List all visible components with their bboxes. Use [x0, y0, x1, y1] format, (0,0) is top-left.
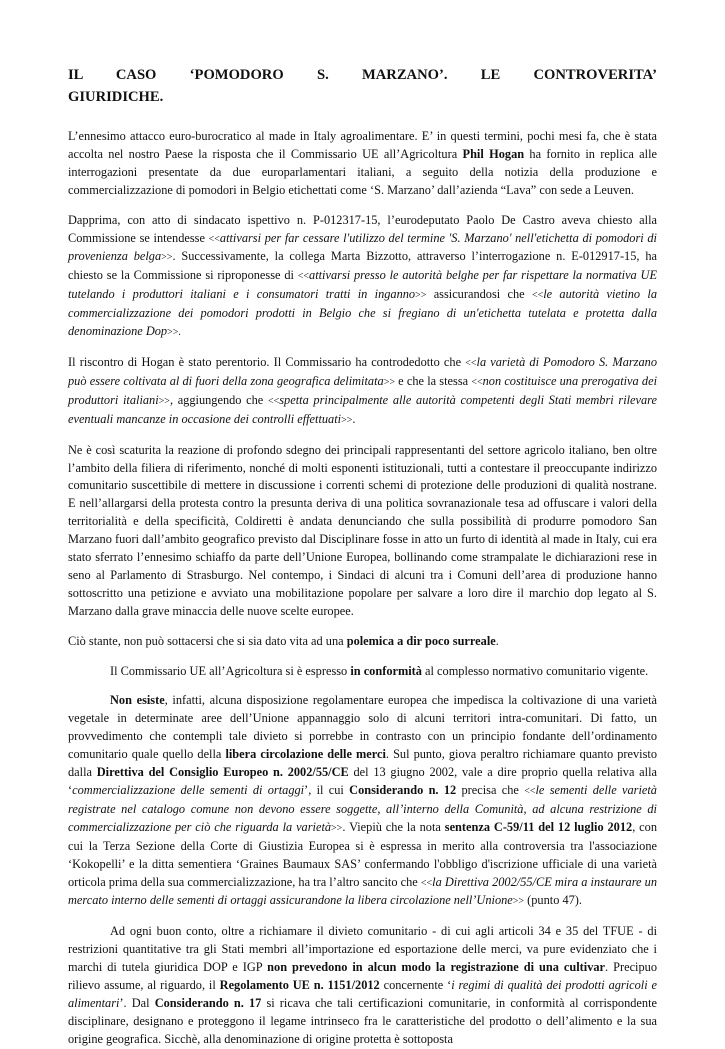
italic-quote: le sementi delle varietà registrate nel catalogo comune non devono essere soggette, all’interno della Comunità, ad alcuna restrizione di commercializzazione per ciò che riguarda la varietà [68, 783, 657, 834]
paragraph-4: Ne è così scaturita la reazione di profondo sdegno dei principali rappresentanti del settore agricolo italiano, ben oltre l’ambito della filiera di riferimento, nonché di molti esponenti istituzionali, tutti a contestare il preoccupante indirizzo comunitario suscettibile di mettere in discussione i correnti schemi di protezione delle produzioni di qualità nostrane. E nell’allargarsi della protesta contro la presunta deriva di una politica sovranazionale tesa ad offuscare i valori della territorialità e della specificità, Coldiretti è andata denunciando che sulla possibilità di produrre pomodoro San Marzano fuori dall’ambito geografico previsto dal Disciplinare fosse in atto un furto di identità al made in Italy, cui era stato sferrato l’ennesimo schiaffo da parte dell’Unione Europea, bollinando come strampalate le dichiarazioni rese in seno al Parlamento di Strasburgo. Nel contempo, i Sindaci di alcuni tra i Comuni dell’area di produzione hanno sottoscritto una petizione e avviato una mobilitazione popolare per salvare a loro dire il marchio dop legato al S. Marzano dalla grave minaccia delle nuove scelte europee. [68, 442, 657, 618]
italic-quote: le autorità vietino la commercializzazione dei pomodori prodotti in Belgio che si fregiano di un'etichetta tutelata e protetta dalla denominazione Dop [68, 287, 657, 339]
quote-mark: << [531, 290, 544, 302]
text-run: e che la stessa [394, 373, 472, 388]
italic-quote: attivarsi presso le autorità belghe per far rispettare la normativa UE tutelando i produttori italiani e i consumatori tratti in inganno [68, 268, 658, 302]
text-run: si ricava che tali certificazioni comunitarie, in conformità al corrispondente disciplinare, designano e proteggono il legame intrinseco fra le caratteristiche del prodotto o dell’alimento e la sua origine geografica. Sicchè, alla denominazione di origine protetta è sottoposta [68, 995, 657, 1046]
italic-quote: attivarsi per far cessare l'utilizzo del termine 'S. Marzano' nell'etichetta di pomodori di provenienza belga [68, 230, 657, 264]
text-run: Ciò stante, non può sottacersi che si sia dato vita ad una [68, 633, 347, 648]
text-run: del 13 giugno 2002, vale a dire proprio quella relativa alla ‘ [68, 765, 658, 797]
text-run: precisa che [456, 783, 525, 797]
quote-mark: << [465, 357, 477, 369]
italic-phrase: i regimi di qualità dei prodotti agricoli e alimentari [68, 978, 658, 1010]
text-run: ha fornito in replica alle interrogazioni presentate da due europarlamentari italiani, a seguito della notizia della produzione e commercializzazione di pomodori in Belgio etichettati come ‘S. Marzano’ dall’azienda “Lava” con sede a Leuven. [68, 146, 657, 197]
italic-quote: la Direttiva 2002/55/CE mira a instaurare un mercato interno delle sementi di ortaggi assicurandone la libera circolazione nell’Unione [68, 874, 657, 908]
bold-phrase: polemica a dir poco surreale [346, 633, 496, 648]
bold-phrase: Direttiva del Consiglio Europeo n. 2002/55/CE [96, 765, 349, 780]
text-run: . Precipuo rilievo assume, al riguardo, il [68, 960, 657, 993]
bold-phrase: Regolamento UE n. 1151/2012 [219, 978, 380, 993]
quote-mark: >> [512, 896, 525, 908]
paragraph-6 [68, 663, 657, 681]
text-run: al complesso normativo comunitario vigente. [421, 663, 649, 678]
paragraph-7 [68, 692, 657, 911]
bold-phrase: Considerando n. 17 [154, 995, 262, 1010]
title-line-2: GIURIDICHE. [68, 89, 164, 105]
quote-mark: >>. [167, 327, 181, 339]
quote-mark: << [524, 786, 536, 797]
text-run: . [495, 633, 499, 648]
text-run: ’. Dal [119, 995, 155, 1010]
quote-mark: >> [383, 376, 395, 388]
quote-mark: >> [161, 252, 173, 264]
text-run: assicurandosi che [426, 287, 532, 302]
bold-phrase: sentenza C-59/11 del 12 luglio 2012 [444, 819, 633, 834]
quote-mark: >> [331, 822, 343, 834]
text-run: concernente ‘ [379, 978, 452, 993]
paragraph-1 [68, 128, 657, 200]
text-run: Il Commissario UE all’Agricoltura si è espresso [110, 663, 351, 678]
text-run: Ad ogni buon conto, oltre a richiamare il divieto comunitario - di cui agli articoli 34 e 35 del TFUE - di restrizioni quantitative tra gli Stati membri all’importazione ed esportazione delle merci, va pure evidenziato che i marchi di tutela giuridica DOP e IGP [68, 924, 657, 975]
bold-phrase: non prevedono in alcun modo la registrazione di una cultivar [267, 960, 606, 975]
text-run: , con cui la Terza Sezione della Corte di Giustizia Europea si è espressa in merito alla controversia tra l'associazione ‘Kokopelli’ e la ditta sementiera ‘Graines Baumaux SAS’ confermando l'obbligo d'iscrizione ufficiale di una varietà orticola prima della sua commercializzazione, ha tra l’altro sancito che [68, 819, 657, 889]
quote-mark: >> [341, 414, 353, 426]
quote-mark: << [471, 376, 483, 388]
quote-mark: << [267, 395, 280, 407]
text-run: (punto 47). [524, 893, 582, 908]
text-run: ’, il cui [304, 783, 350, 797]
paragraph-2 [68, 212, 657, 342]
bold-phrase: Considerando n. 12 [349, 783, 457, 797]
bold-phrase: in conformità [350, 663, 422, 678]
paragraph-3 [68, 354, 657, 430]
text-run: , aggiungendo che [169, 392, 268, 407]
text-run: . Successivamente, la collega Marta Bizzotto, attraverso l’interrogazione n. E-012917-15, ha chiesto se la Commissione si riproponesse di [68, 249, 657, 283]
bold-phrase: Non esiste [110, 693, 165, 708]
text-run: L’ennesimo attacco euro-burocratico al made in Italy agroalimentare. E’ in questi termini, pochi mesi fa, che è stata accolta nel nostro Paese la risposta che il Commissario UE all’Agricoltura [68, 129, 657, 161]
bold-phrase: libera circolazione delle merci [225, 747, 386, 762]
quote-mark: >> [415, 290, 427, 302]
text-run: , infatti, alcuna disposizione regolamentare europea che impedisca la coltivazione di una varietà vegetale in determinate aree dell’Unione appannaggio solo di alcuni territori intra-comunitari. Di fatto, un provvedimento che contempli tale divieto si porrebbe in contrasto con un principio fondante dell’ordinamento comunitario quale quello della [68, 693, 657, 762]
quote-mark: >> [158, 395, 170, 407]
text-run: . Sul punto, giova peraltro richiamare quanto previsto dalla [68, 747, 658, 780]
text-run: . [352, 411, 356, 426]
italic-phrase: commercializzazione delle sementi di ortaggi [72, 783, 305, 797]
title-line-1: IL CASO ‘POMODORO S. MARZANO’. LE CONTROVERITA’ [68, 67, 657, 83]
quote-mark: << [420, 877, 433, 889]
text-run: Dapprima, con atto di sindacato ispettivo n. P-012317-15, l’eurodeputato Paolo De Castro aveva chiesto alla Commissione se intendesse [68, 212, 657, 245]
text-run: . Viepiù che la nota [342, 819, 445, 834]
paragraph-5 [68, 633, 657, 651]
italic-quote: la varietà di Pomodoro S. Marzano può essere coltivata al di fuori della zona geografica delimitata [68, 354, 658, 388]
italic-quote: spetta principalmente alle autorità competenti degli Stati membri rilevare eventuali mancanze in occasione dei controlli effettuati [68, 392, 658, 426]
paragraph-8 [68, 923, 657, 1048]
italic-quote: non costituisce una prerogativa dei produttori italiani [68, 373, 657, 407]
text-run: Il riscontro di Hogan è stato perentorio. Il Commissario ha controdedotto che [68, 354, 466, 369]
bold-name: Phil Hogan [462, 146, 525, 161]
page-title [68, 64, 657, 108]
quote-mark: << [208, 233, 220, 245]
quote-mark: << [297, 271, 310, 283]
